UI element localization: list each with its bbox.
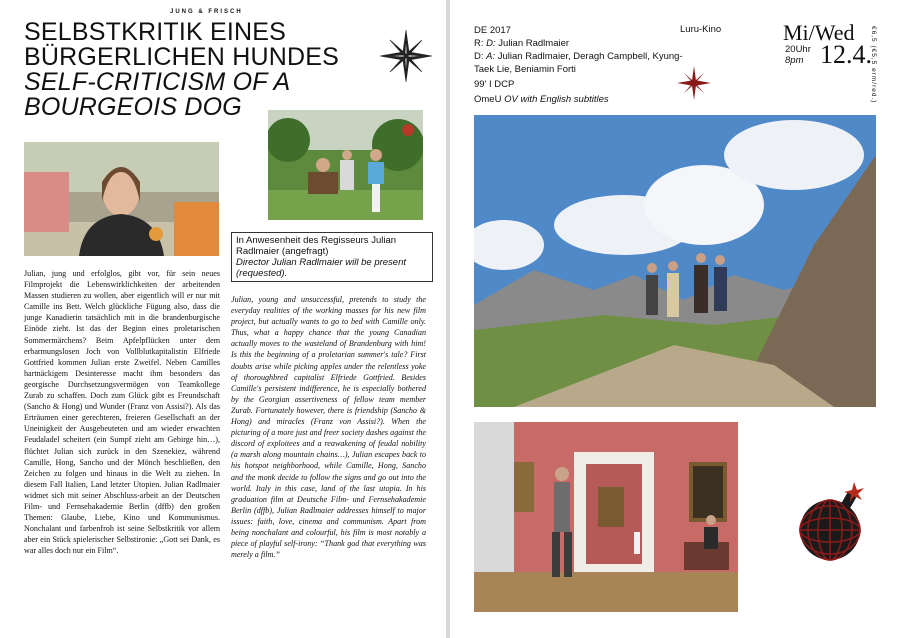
synopsis-english: Julian, young and unsuccessful, pretends to study the everyday realities of the working masses for his new film project, but actually wants to go to bed with Camille only. Thus, what a happy chance that the young Canadian actually moves to the wasteland of Brandenburg with him! Is this the beginning of a proletarian summer's tale? First doubts arise while picking apples under the relentless yoke of thoroughbred capitalist Elfriede Gottfried. Besides Camille's persistent indifference, he is especially bothered by the Georgian assertiveness of fellow team member Zurab. Fortunately however, there is friendship (Sancho & Hong) and miracles (Franz von Assisi?). When the picturing of a more just and freer society dashes against the discord of exploitees and a reawakening of feudal nobility (a marsh along mountain chains…), Julian escapes back to his hotspot neighborhood, while Camille, Hong, Sancho and the monk decide to follow the signs and go out into the world. Italy in this case, land of the last utopia. In his graduation film at Deutsche Film- und Fernsehakademie Berlin (dffb), Julian Radlmaier addresses himself to major issues: faith, love, cinema and communism. Apart from being nonchalant and colourful, his film is most notably a piece of playful self-irony: “Thank god that everything was merely a film.” [231, 295, 426, 560]
runtime-format: 99' I DCP [474, 79, 515, 90]
weekday: Mi/Wed [783, 20, 855, 45]
title-english: SELF-CRITICISM OF A BOURGEOIS DOG [24, 68, 290, 121]
title-german: SELBSTKRITIK EINES BÜRGERLICHEN HUNDES [24, 18, 339, 71]
director-line: R: D: Julian Radlmaier [474, 38, 570, 49]
red-star-icon [677, 66, 711, 100]
left-page [0, 0, 446, 638]
venue: Luru-Kino [680, 24, 722, 35]
director-presence-notice [231, 232, 433, 282]
country-year: DE 2017 [474, 25, 511, 36]
still-mountain-hikers [474, 115, 876, 407]
show-date: 12.4. [820, 40, 872, 69]
cast-line: D: A: Julian Radlmaier, Deragh Campbell, Kyung-Taek Lie, Beniamin Forti [474, 51, 683, 75]
ticket-price: €6,5 (€5,5 erm/red.) [870, 26, 877, 104]
notice-english: Director Julian Radlmaier will be present (requested). [236, 257, 407, 279]
star-icon [380, 30, 432, 82]
showtime: 20Uhr 8pm [785, 44, 811, 66]
notice-german: In Anwesenheit des Regisseurs Julian Radlmaier (angefragt) [236, 235, 397, 257]
synopsis-german: Julian, jung und erfolglos, gibt vor, für sein neues Filmprojekt die Lebenswirklichkeiten der arbeitenden Massen studieren zu wollen, aber eigentlich will er nur mit Camille ins Bett. Welch glückliche Fügung also, dass die junge Kanadierin tatsächlich mit in die brandenburgische Einöde zieht. Ist das der Beginn eines proletarischen Sommermärchens? Beim Apfelpflücken unter dem erbarmungslosen Joch von Vollblutkapitalistin Elfriede Gottfried kommen Julian erste Zweifel. Neben Camilles hartnäckigem Desinteresse macht ihm besonders das georgische Durchsetzungsvermögen von Teamkollege Zurab zu schaffen. Doch zum Glück gibt es Freundschaft (Sancho & Hong) und Wunder (Franz von Assisi?). Als das Erträumen einer gerechteren, freieren Gesellschaft an der Uneinigkeit der Ausgebeuteten und am wieder erwachten Feudaladel scheitert (ein Sumpf zieht am Gebirge hin…), flüchtet Julian sich zurück in den Szenekiez, während Camille, Hong, Sancho und der Mönch beschließen, den Zeichen zu folgen und hinaus in die Welt zu ziehen. In diesem Fall Italien, Land letzter Utopien. Julian Radlmaier widmet sich mit seiner Abschluss-arbeit an der Deutschen Film- und Fernsehakademie Berlin (dffb) den großen Themen: Glaube, Liebe, Kino und Kommunismus. Nonchalant und farbenfroh ist seine Selbstkritik vor allem aber ein Stück spielerischer Selbstironie: „Gott sei Dank, es war alles doch nur ein Film“. [24, 269, 220, 556]
still-museum-gallery [474, 422, 738, 612]
globe-bomb-logo [796, 478, 868, 568]
film-credits [474, 24, 694, 106]
series-label: JUNG & FRISCH [170, 9, 243, 15]
still-apple-orchard [268, 110, 423, 220]
film-title [24, 20, 364, 120]
language-version: OmeU OV with English subtitles [474, 94, 609, 105]
still-woman-eating [24, 142, 219, 256]
